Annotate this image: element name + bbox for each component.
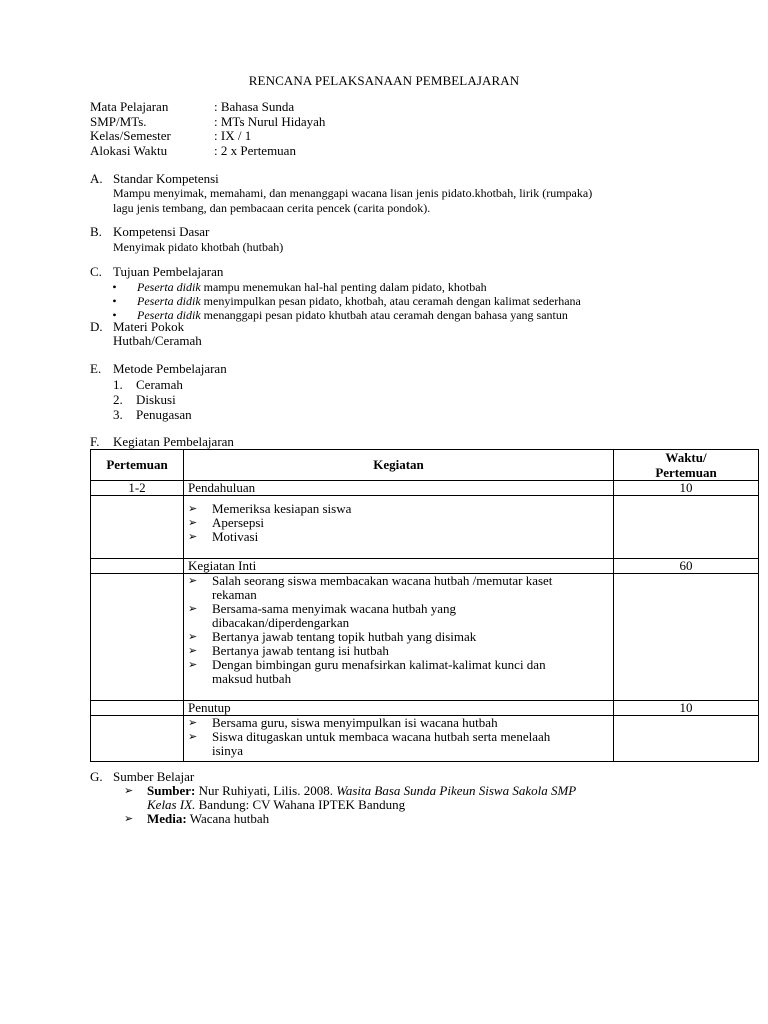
sumber-label: Sumber: [147,783,196,798]
table-row [91,496,759,559]
list-item [124,784,576,812]
list-item [188,502,609,516]
header-kegiatan: Kegiatan [184,450,614,481]
section-text: Menyimak pidato khotbah (hutbah) [113,240,284,254]
info-row [90,144,325,159]
sumber-authors: Nur Ruhiyati, Lilis. 2008. [195,783,337,798]
arrow-icon: ➢ [188,631,198,643]
section-heading: Tujuan Pembelajaran [113,264,224,279]
bullet-text: menyimpulkan pesan pidato, khotbah, atau ceramah dengan kalimat sederhana [200,294,581,308]
media-text: Wacana hutbah [186,811,270,826]
section-kompetensi-dasar [90,225,283,255]
section-metode-pembelajaran [90,362,227,422]
section-heading: Kegiatan Pembelajaran [113,434,234,449]
document-title: RENCANA PELAKSANAAN PEMBELAJARAN [248,73,520,88]
table-header-row [91,450,759,481]
cell-phase-label: Pendahuluan [184,481,614,496]
table-row [91,574,759,701]
activity-text: Bersama-sama menyimak wacana hutbah yang [212,601,457,616]
bullet-icon: • [112,308,117,322]
list-item [188,516,609,530]
section-letter: D. [90,319,103,334]
section-letter: A. [90,171,103,186]
section-tujuan-pembelajaran [90,265,581,322]
activity-text: Siswa ditugaskan untuk membaca wacana hutbah serta menelaah [212,729,551,744]
header-pertemuan: Pertemuan [91,450,184,481]
list-number: 3. [113,407,123,422]
header-waktu [614,450,759,481]
info-key: Alokasi Waktu [90,142,168,158]
info-row [90,129,325,144]
cell-pertemuan: 1-2 [91,481,184,496]
section-standar-kompetensi [90,172,592,216]
sumber-book-title: Kelas IX. [147,797,196,812]
activity-text: Salah seorang siswa membacakan wacana hutbah /memutar kaset [212,573,553,588]
section-letter: F. [90,434,100,449]
arrow-icon: ➢ [188,717,198,729]
list-item [113,392,227,407]
activity-text: dibacakan/diperdengarkan [212,615,350,630]
activity-text: Apersepsi [212,515,264,530]
sumber-book-title: Wasita Basa Sunda Pikeun Siswa Sakola SMP [336,783,577,798]
list-item [188,730,609,758]
arrow-icon: ➢ [188,503,198,515]
info-key: Mata Pelajaran [90,99,169,114]
bullet-text: menanggapi pesan pidato khutbah atau ceramah dengan bahasa yang santun [200,308,568,322]
section-text-line: Mampu menyimak, memahami, dan menanggapi wacana lisan jenis pidato.khotbah, lirik (rumpaka) [113,186,593,200]
media-label: Media: [147,811,187,826]
cell-time: 10 [614,481,759,496]
list-item [188,630,609,644]
info-value: : MTs Nurul Hidayah [214,113,326,129]
info-key: Kelas/Semester [90,128,171,143]
activity-text: maksud hutbah [212,671,292,686]
activity-text: Bertanya jawab tentang topik hutbah yang disimak [212,629,477,644]
subject-text: Peserta didik [137,294,201,308]
section-heading: Materi Pokok [113,319,185,334]
cell-phase-label: Kegiatan Inti [184,559,614,574]
subject-text: Peserta didik [137,280,201,294]
section-materi-pokok [90,320,202,348]
list-item [90,294,581,308]
bullet-text: mampu menemukan hal-hal penting dalam pidato, khotbah [200,280,487,294]
list-number: 2. [113,392,123,407]
activity-text: isinya [212,743,244,758]
sumber-publisher: Bandung: CV Wahana IPTEK Bandung [195,797,406,812]
section-letter: E. [90,361,102,376]
bullet-icon: • [112,280,117,294]
list-item [188,574,609,602]
list-item [90,280,581,294]
header-waktu-line: Pertemuan [655,465,717,480]
activity-text: Motivasi [212,529,259,544]
cell-time: 10 [614,701,759,716]
list-item [113,377,227,392]
cell-activities [184,574,614,701]
list-text: Penugasan [136,407,192,422]
list-text: Ceramah [136,377,183,392]
section-letter: G. [90,769,103,784]
cell-time: 60 [614,559,759,574]
table-row [91,559,759,574]
kegiatan-table [90,449,759,762]
section-letter: C. [90,264,102,279]
arrow-icon: ➢ [188,575,198,587]
cell-phase-label: Penutup [184,701,614,716]
section-sumber-belajar [90,769,576,826]
arrow-icon: ➢ [188,517,198,529]
arrow-icon: ➢ [124,813,134,825]
arrow-icon: ➢ [188,531,198,543]
info-row [90,100,325,115]
activity-text: Memeriksa kesiapan siswa [212,501,352,516]
activity-text: rekaman [212,587,257,602]
info-block [90,100,325,158]
subject-text: Peserta didik [137,308,201,322]
activity-text: Bertanya jawab tentang isi hutbah [212,643,389,658]
bullet-icon: • [112,294,117,308]
list-item [188,644,609,658]
list-item [188,658,609,686]
arrow-icon: ➢ [188,603,198,615]
header-waktu-line: Waktu/ [665,450,707,465]
list-item [188,602,609,630]
activity-text: Bersama guru, siswa menyimpulkan isi wacana hutbah [212,715,498,730]
arrow-icon: ➢ [188,645,198,657]
list-item [188,530,609,544]
section-kegiatan-pembelajaran [90,435,234,449]
info-value: : Bahasa Sunda [214,99,295,114]
cell-activities [184,716,614,762]
section-letter: B. [90,224,102,239]
table-row [91,716,759,762]
section-heading: Metode Pembelajaran [113,361,227,376]
activity-text: Dengan bimbingan guru menafsirkan kalimat-kalimat kunci dan [212,657,546,672]
list-item [124,812,576,826]
section-text-line: lagu jenis tembang, dan pembacaan cerita pencek (carita pondok). [113,201,431,215]
info-key: SMP/MTs. [90,113,147,129]
list-item [113,407,227,422]
list-item [188,716,609,730]
section-heading: Standar Kompetensi [113,171,219,186]
arrow-icon: ➢ [188,659,198,671]
table-row [91,701,759,716]
info-value: : 2 x Pertemuan [214,142,296,158]
list-number: 1. [113,377,123,392]
section-heading: Sumber Belajar [113,769,195,784]
info-row [90,115,325,130]
section-heading: Kompetensi Dasar [113,224,210,239]
arrow-icon: ➢ [124,785,134,797]
section-text: Hutbah/Ceramah [113,333,202,348]
cell-activities [184,496,614,559]
info-value: : IX / 1 [214,128,252,143]
list-text: Diskusi [136,392,176,407]
table-row [91,481,759,496]
arrow-icon: ➢ [188,731,198,743]
